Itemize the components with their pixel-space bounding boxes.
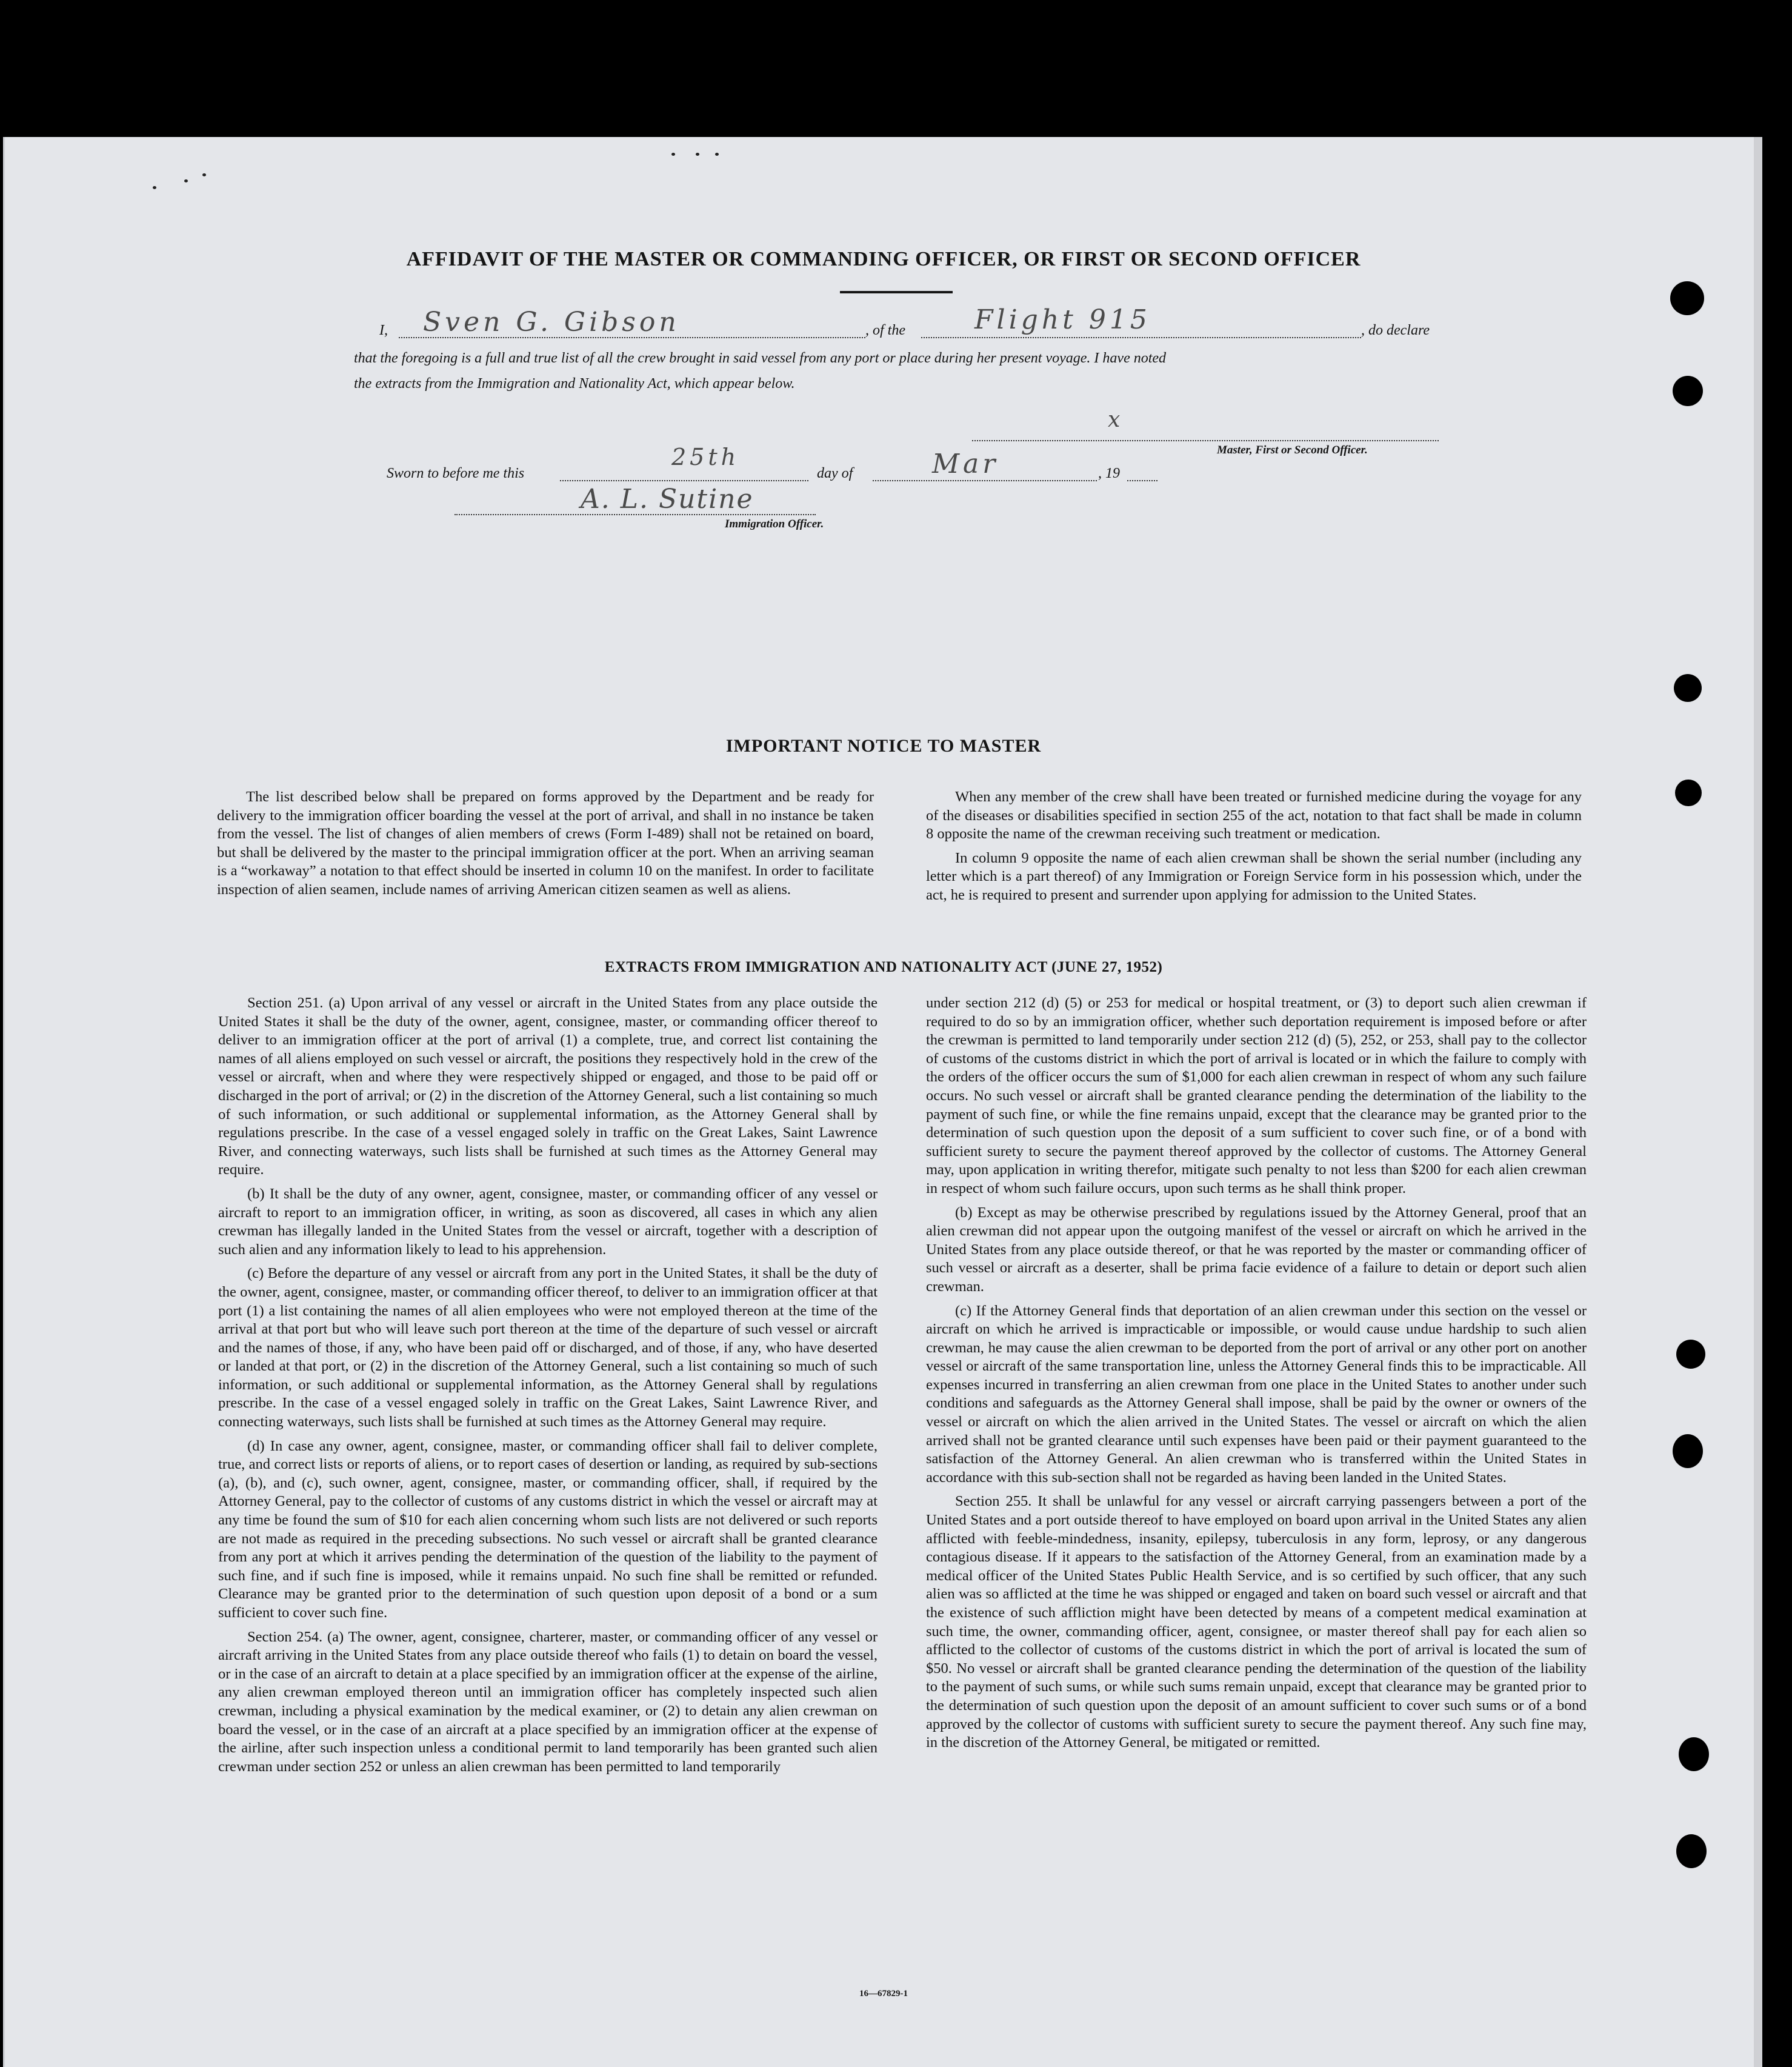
punch-hole xyxy=(1673,376,1703,406)
speck-mark xyxy=(715,153,719,156)
master-caption: Master, First or Second Officer. xyxy=(1217,444,1368,456)
extracts-right-column xyxy=(926,994,1587,1758)
form-code: 16—67829-1 xyxy=(859,1989,908,1999)
vessel-line xyxy=(921,337,1361,338)
punch-hole xyxy=(1673,1434,1703,1468)
sworn-day-line xyxy=(560,480,808,481)
do-declare-label: , do declare xyxy=(1361,322,1430,338)
punch-hole xyxy=(1674,674,1702,702)
year-label: , 19 xyxy=(1098,466,1120,481)
notice-paragraph: In column 9 opposite the name of each alien crewman shall be shown the serial number (including any letter which is a part thereof) of any Immigration or Foreign Service form in his possession which, under the act, he is required to present and surrender upon applying for admission to the United States. xyxy=(926,849,1582,903)
speck-mark xyxy=(202,173,206,176)
act-paragraph: (b) Except as may be otherwise prescribed by regulations issued by the Attorney General, proof that an alien crewman did not appear upon the outgoing manifest of the vessel or aircraft on which he arrived in the United States from any place outside thereof, or that he was reported by the master or commanding officer of such vessel or aircraft as a deserter, shall be prima facie evidence of a failure to detain or deport such alien crewman. xyxy=(926,1204,1587,1295)
title-divider xyxy=(840,291,953,293)
speck-mark xyxy=(184,179,188,182)
act-paragraph: Section 254. (a) The owner, agent, consignee, charterer, master, or commanding officer of any vessel or aircraft arriving in the United States from any place outside thereof who fails (1) to detain on board the vessel, or in the case of an aircraft to detain at a place specified by an immigration officer at the expense of the airline, any alien crewman employed thereon until an immigration officer has completely inspected such alien crewman, including a physical examination by the medical examiner, or (2) to detain any alien crewman on board the vessel, or in the case of an aircraft at a place specified by an immigration officer at the expense of the airline, after such inspection unless a conditional permit to land temporarily has been granted such alien crewman under section 252 or unless an alien crewman has been permitted to land temporarily xyxy=(218,1628,878,1775)
extracts-title: EXTRACTS FROM IMMIGRATION AND NATIONALITY ACT (JUNE 27, 1952) xyxy=(604,959,1163,975)
day-of-label: day of xyxy=(817,466,853,481)
immigration-caption: Immigration Officer. xyxy=(725,518,824,530)
sworn-day-handwritten: 25th xyxy=(671,444,740,470)
punch-hole xyxy=(1670,281,1704,315)
act-paragraph: (c) Before the departure of any vessel or aircraft from any port in the United States, it shall be the duty of the owner, agent, consignee, master, or commanding officer thereof, to deliver to an immigration officer at that port (1) a list containing the names of all alien employees who were not employed thereon at the time of the arrival at that port but who will leave such port thereon at the time of the departure of such vessel or aircraft and the names of those, if any, who have been paid off or discharged, and of those, if any, who have deserted or landed at that port, or (2) in the discretion of the Attorney General, such a list containing so much of such information, or such additional or supplemental information, as the Attorney General shall by regulations prescribe. In the case of a vessel engaged solely in traffic on the Great Lakes, Saint Lawrence River, and connecting waterways, such lists shall be furnished at such times as the Attorney General may require. xyxy=(218,1265,878,1431)
of-the-label: , of the xyxy=(865,322,905,338)
sworn-label: Sworn to before me this xyxy=(387,466,525,481)
affidavit-title: AFFIDAVIT OF THE MASTER OR COMMANDING OFFICER, OR FIRST OR SECOND OFFICER xyxy=(406,248,1361,270)
vessel-handwritten: Flight 915 xyxy=(974,304,1151,335)
document-page xyxy=(3,137,1762,2067)
immigration-officer-signature: A. L. Sutine xyxy=(581,484,754,515)
act-paragraph: Section 251. (a) Upon arrival of any vessel or aircraft in the United States from any place outside the United States it shall be the duty of the owner, agent, consignee, master, or commanding officer thereof to deliver to an immigration officer at the port of arrival (1) a complete, true, and correct list containing the names of all aliens employed on such vessel or aircraft, the positions they respectively hold in the crew of the vessel or aircraft, when and where they were respectively shipped or engaged, and those to be paid off or discharged in the port of arrival; or (2) in the discretion of the Attorney General, such a list containing so much of such information, or such additional or supplemental information, as the Attorney General shall by regulations prescribe. In the case of a vessel engaged solely in traffic on the Great Lakes, Saint Lawrence River, and connecting waterways, such lists shall be furnished at such times as the Attorney General may require. xyxy=(218,995,878,1178)
master-signature-mark: x xyxy=(1108,407,1124,432)
notice-paragraph: The list described below shall be prepared on forms approved by the Department and be ready for delivery to the immigration officer boarding the vessel at the port of arrival, and shall in no instance be taken from the vessel. The list of changes of alien members of crews (Form I-489) shall not be retained on board, but shall be delivered by the master to the principal immigration officer at the port. When an arriving seaman is a “workaway” a notation to that effect should be inserted in column 10 on the manifest. In order to facilitate inspection of alien seamen, include names of arriving American citizen seamen as well as aliens. xyxy=(217,789,874,898)
act-paragraph: (d) In case any owner, agent, consignee, master, or commanding officer shall fail to deliver complete, true, and correct lists or reports of aliens, or to report cases of desertion or landing, as required by sub-sections (a), (b), and (c), such owner, agent, consignee, master, or commanding officer, shall, if required by the Attorney General, pay to the collector of customs of any customs district in which the vessel or aircraft may at any time be found the sum of $10 for each alien concerning whom such lists are not delivered or such reports are not made as required in the preceding subsections. No such vessel or aircraft shall be granted clearance from any port at which it arrives pending the determination of the question of the liability to the payment of such fine, and if such fine is imposed, while it remains unpaid. No such fine shall be remitted or refunded. Clearance may be granted prior to the determination of such question upon deposit of a bond or a sum sufficient to cover such fine. xyxy=(218,1437,878,1621)
sworn-month-line xyxy=(873,480,1097,481)
speck-mark xyxy=(671,153,675,156)
year-line xyxy=(1127,480,1157,481)
master-signature-line xyxy=(972,440,1439,441)
act-paragraph: (c) If the Attorney General finds that deportation of an alien crewman under this section on the vessel or aircraft on which he arrived is impracticable or impossible, or would cause undue hardship to such alien crewman, he may cause the alien crewman to be deported from the port of arrival or any other port on another vessel or aircraft of the same transportation line, unless the Attorney General finds this to be impracticable. All expenses incurred in transferring an alien crewman from one place in the United States to another under such conditions and safeguards as the Attorney General shall impose, shall be paid by the owner or owners of the vessel or aircraft on which the alien arrived in the United States. The vessel or aircraft on which the alien arrived shall not be granted clearance until such expenses have been paid or their payment guaranteed to the satisfaction of the Attorney General. An alien crewman who is transferred within the United States in accordance with this sub-section shall not be regarded as having been landed in the United States. xyxy=(926,1302,1587,1486)
punch-hole xyxy=(1679,1737,1709,1771)
speck-mark xyxy=(153,186,156,189)
extracts-left-column xyxy=(218,994,878,1781)
officer-name-handwritten: Sven G. Gibson xyxy=(423,307,680,338)
affidavit-statement-line: that the foregoing is a full and true list of all the crew brought in said vessel from any port or place during her present voyage. I have noted xyxy=(354,350,1167,366)
speck-mark xyxy=(696,153,699,156)
punch-hole xyxy=(1676,1834,1707,1868)
act-paragraph: Section 255. It shall be unlawful for any vessel or aircraft carrying passengers between a port of the United States and a port outside thereof to have employed on board upon arrival in the United States any alien afflicted with feeble-mindedness, insanity, epilepsy, tuberculosis in any form, leprosy, or any dangerous contagious disease. If it appears to the satisfaction of the Attorney General, from an examination made by a medical officer of the United States Public Health Service, and is so certified by such officer, that any such alien was so afflicted at the time he was shipped or engaged and taken on board such vessel or aircraft and that the existence of such affliction might have been detected by means of a competent medical examination at such time, the owner, commanding officer, agent, consignee, or master thereof shall pay for each alien so afflicted to the collector of customs of the customs district in which the port of arrival is located the sum of $50. No vessel or aircraft shall be granted clearance pending the determination of the question of the liability to the payment of such sums, or while such sums remain unpaid, except that clearance may be granted prior to the determination of such question upon the deposit of an amount sufficient to cover such sums or of a bond approved by the collector of customs with sufficient surety to secure the payment thereof. Any such fine may, in the discretion of the Attorney General, be mitigated or remitted. xyxy=(926,1493,1587,1751)
affidavit-statement-line: the extracts from the Immigration and Nationality Act, which appear below. xyxy=(354,376,795,392)
notice-left-column xyxy=(217,788,874,905)
punch-hole xyxy=(1675,780,1702,806)
notice-paragraph: When any member of the crew shall have been treated or furnished medicine during the voyage for any of the diseases or disabilities specified in section 255 of the act, notation to that fact shall be made in column 8 opposite the name of the crewman receiving such treatment or medication. xyxy=(926,789,1582,843)
affidavit-prefix: I, xyxy=(379,322,388,338)
punch-hole xyxy=(1676,1340,1705,1369)
notice-title: IMPORTANT NOTICE TO MASTER xyxy=(725,736,1042,756)
sworn-month-handwritten: Mar xyxy=(932,449,999,479)
act-paragraph: under section 212 (d) (5) or 253 for medical or hospital treatment, or (3) to deport such alien crewman if required to do so by an immigration officer, whether such deportation requirement is imposed before or after the crewman is permitted to land temporarily under section 212 (d) (5), 252, or 253, shall pay to the collector of customs of the customs district in which the port of arrival is located or in which the failure to comply with the orders of the officer occurs the sum of $1,000 for each alien crewman in respect of whom any such failure occurs. No such vessel or aircraft shall be granted clearance pending the determination of the liability to the payment of such fine, or while the fine remains unpaid, except that the clearance may be granted prior to the determination of such question upon the deposit of a sum sufficient to cover such fine, or of a bond with sufficient surety to secure the payment thereof approved by the collector of customs. The Attorney General may, upon application in writing therefor, mitigate such penalty to not less than $200 for each alien crewman in respect of whom such failure occurs, upon such terms as he shall think proper. xyxy=(926,995,1587,1197)
act-paragraph: (b) It shall be the duty of any owner, agent, consignee, master, or commanding officer of any vessel or aircraft to report to an immigration officer, in writing, as soon as discovered, all cases in which any alien crewman has illegally landed in the United States from the vessel or aircraft, together with a description of such alien and any information likely to lead to his apprehension. xyxy=(218,1185,878,1258)
notice-right-column xyxy=(926,788,1582,910)
